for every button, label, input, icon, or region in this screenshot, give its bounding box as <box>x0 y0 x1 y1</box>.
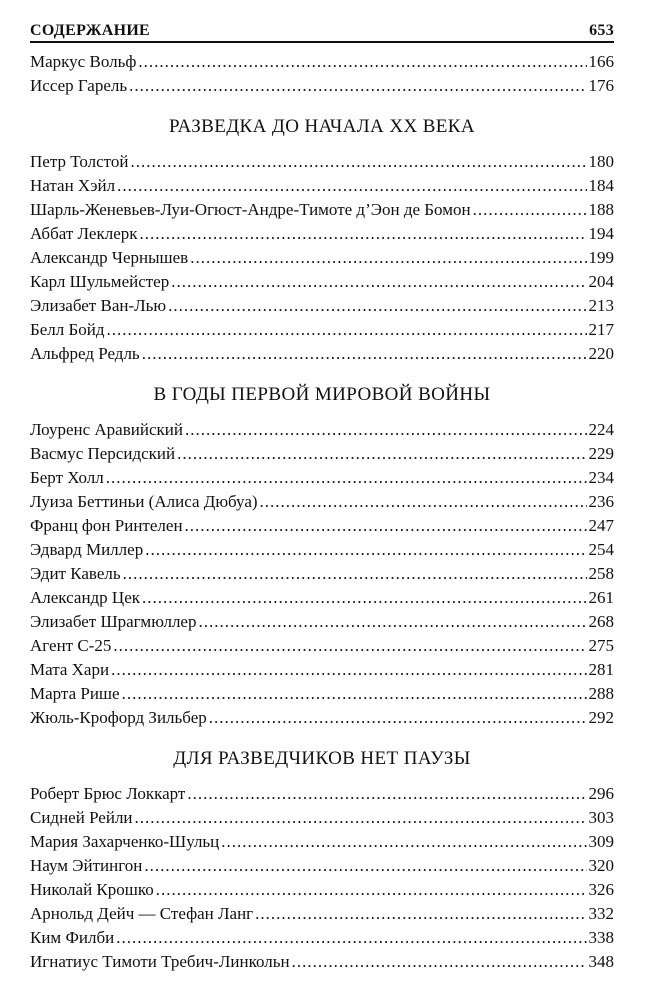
toc-entry <box>30 442 614 466</box>
toc-entry-title: Мария Захарченко-Шульц <box>30 832 220 851</box>
running-head-page-number: 653 <box>589 22 614 39</box>
dot-leader <box>187 782 586 806</box>
dot-leader <box>260 490 587 514</box>
dot-leader <box>145 538 586 562</box>
toc-entry-page: 281 <box>588 660 614 679</box>
dot-leader <box>129 74 586 98</box>
toc-entry <box>30 830 614 854</box>
dot-leader <box>111 658 586 682</box>
dot-leader <box>113 634 586 658</box>
dot-leader <box>190 246 586 270</box>
toc-entry-title: Элизабет Ван-Лью <box>30 296 167 315</box>
toc-entry <box>30 854 614 878</box>
toc-entry-title: Франц фон Ринтелен <box>30 516 183 535</box>
dot-leader <box>122 682 587 706</box>
dot-leader <box>255 902 586 926</box>
toc-entry <box>30 878 614 902</box>
toc-entry <box>30 610 614 634</box>
toc-section <box>30 98 614 366</box>
toc-entry <box>30 782 614 806</box>
toc-entry-page: 213 <box>588 296 614 315</box>
toc-entry-page: 236 <box>588 492 614 511</box>
dot-leader <box>130 150 586 174</box>
toc-entry-title: Шарль-Женевьев-Луи-Огюст-Андре-Тимоте д’Эон де Бомон <box>30 200 471 219</box>
toc-entry-title: Игнатиус Тимоти Требич-Линкольн <box>30 952 290 971</box>
toc-entry <box>30 318 614 342</box>
toc-entry-title: Агент С-25 <box>30 636 112 655</box>
toc-entry <box>30 562 614 586</box>
toc-entry-page: 194 <box>588 224 614 243</box>
toc-entry-page: 309 <box>588 832 614 851</box>
dot-leader <box>168 294 586 318</box>
toc-entry <box>30 926 614 950</box>
dot-leader <box>171 270 586 294</box>
toc-entry <box>30 658 614 682</box>
toc-entry-page: 229 <box>588 444 614 463</box>
toc-entry <box>30 50 614 74</box>
toc-entry-page: 326 <box>588 880 614 899</box>
toc-entry-page: 288 <box>588 684 614 703</box>
section-title: ДЛЯ РАЗВЕДЧИКОВ НЕТ ПАУЗЫ <box>173 748 471 769</box>
running-head-title: СОДЕРЖАНИЕ <box>30 22 151 39</box>
toc-entry-title: Элизабет Шрагмюллер <box>30 612 197 631</box>
toc-entry-page: 220 <box>588 344 614 363</box>
toc-entry-page: 292 <box>588 708 614 727</box>
toc-entry <box>30 682 614 706</box>
toc-entry-title: Ким Филби <box>30 928 115 947</box>
toc-entry-title: Натан Хэйл <box>30 176 116 195</box>
toc-entry-title: Альфред Редль <box>30 344 140 363</box>
dot-leader <box>292 950 587 974</box>
toc-entry <box>30 902 614 926</box>
toc-entry <box>30 634 614 658</box>
toc-entry-page: 258 <box>588 564 614 583</box>
toc-entry <box>30 514 614 538</box>
dot-leader <box>185 418 587 442</box>
toc-section <box>30 366 614 730</box>
toc-entry-page: 261 <box>588 588 614 607</box>
dot-leader <box>107 318 587 342</box>
toc-entry-page: 303 <box>588 808 614 827</box>
dot-leader <box>156 878 587 902</box>
toc-entry-page: 254 <box>588 540 614 559</box>
dot-leader <box>177 442 586 466</box>
dot-leader <box>198 610 586 634</box>
dot-leader <box>209 706 587 730</box>
toc-entry-page: 166 <box>588 52 614 71</box>
toc-entry-title: Луиза Беттиньи (Алиса Дюбуа) <box>30 492 258 511</box>
toc-entry <box>30 586 614 610</box>
section-title: РАЗВЕДКА ДО НАЧАЛА XX ВЕКА <box>169 116 475 137</box>
dot-leader <box>117 174 586 198</box>
toc-entry-title: Берт Холл <box>30 468 104 487</box>
toc-entry <box>30 294 614 318</box>
header-rule <box>30 41 614 43</box>
dot-leader <box>123 562 587 586</box>
dot-leader <box>185 514 587 538</box>
table-of-contents <box>30 50 614 974</box>
toc-entry-title: Мата Хари <box>30 660 110 679</box>
toc-entry <box>30 806 614 830</box>
toc-entry <box>30 342 614 366</box>
toc-entry <box>30 270 614 294</box>
toc-entry-title: Жюль-Крофорд Зильбер <box>30 708 207 727</box>
toc-entry-title: Петр Толстой <box>30 152 129 171</box>
toc-section <box>30 730 614 974</box>
toc-entry-page: 268 <box>588 612 614 631</box>
dot-leader <box>473 198 587 222</box>
toc-entry-title: Аббат Леклерк <box>30 224 138 243</box>
dot-leader <box>142 586 586 610</box>
toc-entry <box>30 74 614 98</box>
toc-entry-title: Марта Рише <box>30 684 120 703</box>
toc-entry <box>30 706 614 730</box>
toc-entry <box>30 198 614 222</box>
toc-entry-page: 180 <box>588 152 614 171</box>
toc-entry-page: 338 <box>588 928 614 947</box>
toc-entry <box>30 538 614 562</box>
toc-entry-title: Николай Крошко <box>30 880 154 899</box>
toc-entry-page: 332 <box>588 904 614 923</box>
toc-entry-page: 188 <box>588 200 614 219</box>
toc-entry-page: 275 <box>588 636 614 655</box>
toc-entry-title: Иссер Гарель <box>30 76 128 95</box>
dot-leader <box>135 806 587 830</box>
toc-entry-title: Белл Бойд <box>30 320 105 339</box>
toc-entry <box>30 490 614 514</box>
toc-entry <box>30 150 614 174</box>
dot-leader <box>116 926 586 950</box>
toc-entry-title: Наум Эйтингон <box>30 856 143 875</box>
toc-entry-page: 348 <box>588 952 614 971</box>
toc-entry <box>30 466 614 490</box>
toc-entry-title: Лоуренс Аравийский <box>30 420 183 439</box>
toc-entry-page: 224 <box>588 420 614 439</box>
toc-entry <box>30 418 614 442</box>
toc-entry-page: 247 <box>588 516 614 535</box>
toc-entry-title: Эдвард Миллер <box>30 540 144 559</box>
toc-entry-page: 204 <box>588 272 614 291</box>
toc-entry-title: Сидней Рейли <box>30 808 133 827</box>
toc-entry-title: Роберт Брюс Локкарт <box>30 784 186 803</box>
toc-entry-title: Маркус Вольф <box>30 52 137 71</box>
toc-entry-title: Александр Чернышев <box>30 248 189 267</box>
dot-leader <box>144 854 586 878</box>
toc-entry-page: 176 <box>588 76 614 95</box>
toc-entry-title: Александр Цек <box>30 588 141 607</box>
toc-entry-page: 217 <box>588 320 614 339</box>
toc-entry-title: Эдит Кавель <box>30 564 121 583</box>
intro-entries <box>30 50 614 98</box>
toc-entry-page: 296 <box>588 784 614 803</box>
toc-entry <box>30 246 614 270</box>
toc-entry-page: 199 <box>588 248 614 267</box>
toc-entry-page: 234 <box>588 468 614 487</box>
toc-entry <box>30 222 614 246</box>
section-title: В ГОДЫ ПЕРВОЙ МИРОВОЙ ВОЙНЫ <box>153 384 491 405</box>
dot-leader <box>221 830 586 854</box>
toc-entry-title: Арнольд Дейч — Стефан Ланг <box>30 904 254 923</box>
toc-entry-title: Карл Шульмейстер <box>30 272 170 291</box>
toc-entry-page: 184 <box>588 176 614 195</box>
dot-leader <box>106 466 587 490</box>
toc-entry <box>30 174 614 198</box>
toc-entry-page: 320 <box>588 856 614 875</box>
dot-leader <box>142 342 587 366</box>
running-head <box>30 14 614 40</box>
dot-leader <box>138 50 586 74</box>
dot-leader <box>140 222 587 246</box>
toc-entry-title: Васмус Персидский <box>30 444 176 463</box>
toc-entry <box>30 950 614 974</box>
